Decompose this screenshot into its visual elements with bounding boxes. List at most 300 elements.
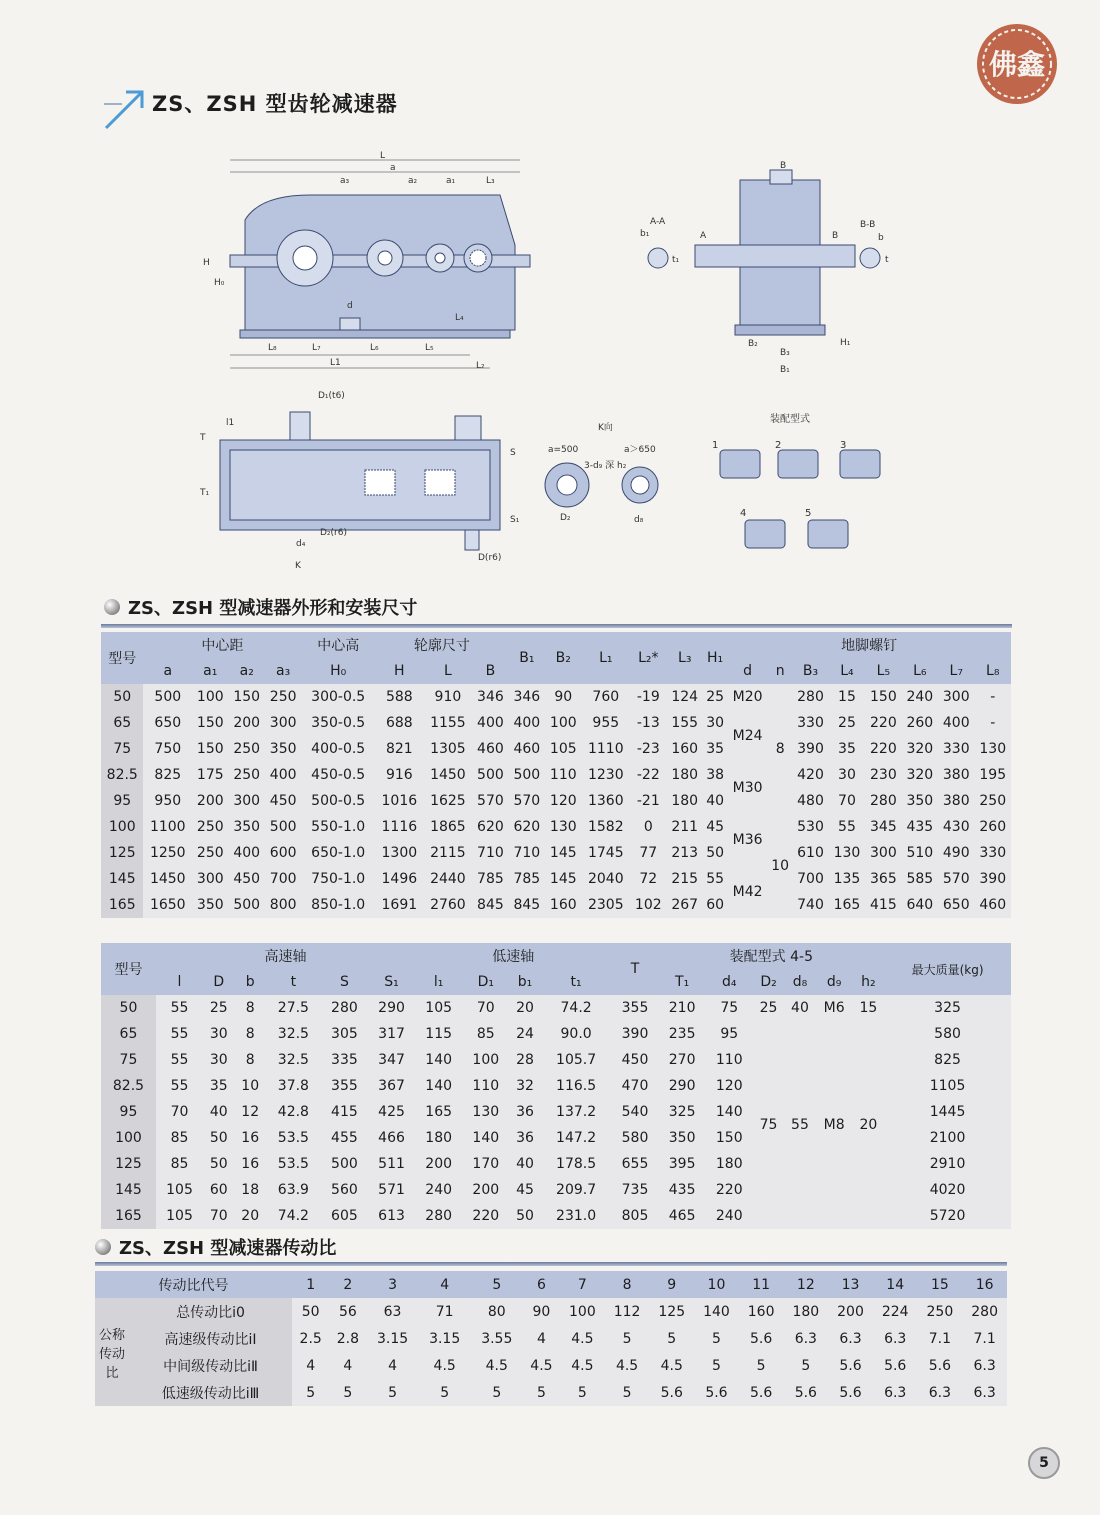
table-cell: 70 [829,788,865,814]
table-cell: 290 [659,1073,706,1099]
table-cell: 420 [792,762,828,788]
table-row [101,736,1011,762]
table-cell: 640 [902,892,938,918]
ratio-value: 5 [292,1379,329,1406]
table-cell: 160 [667,736,703,762]
ratio-value: 5 [471,1379,523,1406]
th-L3: L₃ [667,632,703,684]
page-title: ZS、ZSH 型齿轮减速器 [152,92,398,116]
table-row [101,995,1011,1021]
table-cell: 150 [706,1125,753,1151]
ratio-value: 250 [918,1298,963,1325]
table-cell: 140 [462,1125,509,1151]
table-cell: 8 [234,1021,265,1047]
table-cell: 30 [829,762,865,788]
table-row [95,1379,1007,1406]
table-cell: 178.5 [541,1151,612,1177]
table-cell: 72 [630,866,666,892]
svg-text:H₀: H₀ [214,278,225,288]
bolt-n-cell: 10 [768,814,792,918]
th-L8: L₈ [974,658,1011,684]
ratio-value: 6.3 [962,1352,1007,1379]
svg-text:L₆: L₆ [370,343,379,353]
table-cell: -19 [630,684,666,710]
bullet-icon [104,599,120,615]
table-cell: 20 [509,995,540,1021]
table-cell: 600 [265,840,301,866]
table-cell: 120 [545,788,581,814]
table-cell: 821 [375,736,424,762]
ratio-value: 80 [471,1298,523,1325]
th2-S: S [321,969,368,995]
svg-text:d: d [347,301,353,311]
table-cell: 130 [545,814,581,840]
table-cell: 35 [703,736,727,762]
table-cell: 235 [659,1021,706,1047]
th-H: H [375,658,424,684]
table-cell: 1105 [884,1073,1011,1099]
table-cell: 55 [703,866,727,892]
th-B: B [472,658,508,684]
th-L7: L₇ [938,658,974,684]
th2-l: l [156,969,203,995]
svg-text:L: L [380,151,386,161]
table-cell: 220 [865,736,901,762]
table-cell: 760 [582,684,631,710]
table-cell: 350-0.5 [301,710,375,736]
ratio-value: 4.5 [419,1352,471,1379]
table-cell: 710 [472,840,508,866]
table-cell: 124 [667,684,703,710]
table-cell: 65 [101,1021,156,1047]
ratio-value: 5 [694,1352,739,1379]
assembly-cell: 40 [784,995,815,1021]
th-d: d [727,658,768,684]
table-cell: 510 [902,840,938,866]
table-cell: 500 [229,892,265,918]
ratio-value: 4.5 [605,1352,650,1379]
bolt-d-cell: M36 [727,814,768,866]
table-cell: 130 [974,736,1011,762]
th-anchor-bolts: 地脚螺钉 [727,632,1011,658]
svg-text:A: A [700,231,707,241]
th2-D1: D₁ [462,969,509,995]
table-cell: 75 [101,1047,156,1073]
ratio-value: 6.3 [783,1325,828,1352]
table-cell: 2440 [424,866,473,892]
svg-text:L₃: L₃ [486,176,495,186]
svg-text:T: T [200,433,206,443]
ratio-value: 90 [523,1298,560,1325]
svg-text:a₃: a₃ [340,176,350,186]
table-cell: 305 [321,1021,368,1047]
shaft-table [101,943,1011,1229]
table-cell: 16 [234,1151,265,1177]
table-cell: 450 [265,788,301,814]
table-cell: 55 [156,1047,203,1073]
ratio-code: 3 [367,1271,419,1298]
th-model: 型号 [101,632,143,684]
table-cell: 110 [462,1073,509,1099]
table-cell: 460 [974,892,1011,918]
table-cell: 130 [462,1099,509,1125]
ratio-value: 160 [739,1298,784,1325]
ratio-code: 10 [694,1271,739,1298]
table-cell: 850-1.0 [301,892,375,918]
table-cell: 700 [792,866,828,892]
section3-divider [95,1262,1007,1266]
table-cell: 400 [265,762,301,788]
svg-text:2: 2 [775,440,782,451]
th-L2: L₂* [630,632,666,684]
table-cell: 250 [974,788,1011,814]
svg-text:b₁: b₁ [640,229,650,239]
table-cell: 270 [659,1047,706,1073]
svg-text:t₁: t₁ [672,255,680,265]
ratio-value: 6.3 [873,1379,918,1406]
ratio-code: 1 [292,1271,329,1298]
ratio-value: 4.5 [523,1352,560,1379]
assembly-cell: 25 [753,995,784,1021]
company-logo [975,22,1059,106]
ratio-value: 4 [523,1325,560,1352]
table-cell: 825 [143,762,192,788]
ratio-value: 7.1 [962,1325,1007,1352]
table-cell: 231.0 [541,1203,612,1229]
table-cell: 75 [706,995,753,1021]
table-cell: 490 [938,840,974,866]
table-cell: 1445 [884,1099,1011,1125]
table-cell: 460 [509,736,545,762]
svg-text:S₁: S₁ [510,515,520,525]
th2-D: D [203,969,234,995]
th2-model: 型号 [101,943,156,995]
svg-text:3: 3 [840,440,847,451]
svg-text:装配型式: 装配型式 [770,414,810,425]
table-cell: 267 [667,892,703,918]
table-cell: 470 [611,1073,658,1099]
table-cell: 82.5 [101,1073,156,1099]
table-cell: 1650 [143,892,192,918]
table-cell: 220 [865,710,901,736]
bolt-d-cell: M20 [727,684,768,710]
table-cell: 35 [829,736,865,762]
th-L: L [424,658,473,684]
table-cell: 330 [938,736,974,762]
ratio-value: 4 [292,1352,329,1379]
table-cell: 160 [545,892,581,918]
table-cell: 16 [234,1125,265,1151]
table-cell: 1496 [375,866,424,892]
ratio-value: 5.6 [828,1379,873,1406]
th2-high-speed-shaft: 高速轴 [156,943,415,969]
ratio-value: 200 [828,1298,873,1325]
table-cell: 415 [865,892,901,918]
ratio-value: 71 [419,1298,471,1325]
table-row [101,710,1011,736]
table-cell: 571 [368,1177,415,1203]
table-cell: 1305 [424,736,473,762]
table-cell: 390 [974,866,1011,892]
ratio-value: 5.6 [649,1379,694,1406]
table-cell: 250 [229,736,265,762]
table-cell: 580 [884,1021,1011,1047]
section1-divider [101,624,1012,628]
table-cell: 540 [611,1099,658,1125]
ratio-side-label: 公称传动比 [95,1298,129,1406]
svg-text:K: K [295,561,301,571]
table-cell: 145 [101,866,143,892]
top-view [220,412,500,550]
assembly-cell: M8 [816,1021,853,1229]
th2-low-speed-shaft: 低速轴 [415,943,611,969]
th-B1: B₁ [509,632,545,684]
svg-text:S: S [510,448,516,458]
th-B2: B₂ [545,632,581,684]
table-cell: 710 [509,840,545,866]
table-row [101,788,1011,814]
table-cell: 74.2 [266,1203,321,1229]
table-cell: 220 [706,1177,753,1203]
table-cell: 50 [101,995,156,1021]
th2-t1: t₁ [541,969,612,995]
ratio-value: 280 [962,1298,1007,1325]
table-cell: 50 [203,1125,234,1151]
table-cell: 215 [667,866,703,892]
table-cell: 10 [234,1073,265,1099]
table-cell: 735 [611,1177,658,1203]
table-cell: 50 [101,684,143,710]
ratio-value: 6.3 [828,1325,873,1352]
table-cell: 30 [703,710,727,736]
table-cell: 500 [143,684,192,710]
table-cell: 27.5 [266,995,321,1021]
ratio-row-label: 中间级传动比iⅡ [129,1352,292,1379]
table-cell: 60 [703,892,727,918]
table-cell: 140 [706,1099,753,1125]
table-cell: 150 [229,684,265,710]
table-cell: -13 [630,710,666,736]
th2-assembly: 装配型式 4-5 [659,943,885,969]
table-row [101,684,1011,710]
ratio-value: 180 [783,1298,828,1325]
section1-title: ZS、ZSH 型减速器外形和安装尺寸 [128,598,418,619]
ratio-code: 14 [873,1271,918,1298]
table-cell: 325 [884,995,1011,1021]
table-cell: 300-0.5 [301,684,375,710]
ratio-code: 5 [471,1271,523,1298]
table-cell: 511 [368,1151,415,1177]
ratio-code-label: 传动比代号 [95,1271,292,1298]
table-cell: 1865 [424,814,473,840]
table-cell: 500 [265,814,301,840]
table-cell: 570 [472,788,508,814]
svg-text:B: B [832,231,839,241]
svg-text:B: B [780,161,787,171]
table-cell: 150 [192,710,228,736]
table-cell: 1110 [582,736,631,762]
ratio-value: 50 [292,1298,329,1325]
table-cell: 1155 [424,710,473,736]
ratio-value: 2.5 [292,1325,329,1352]
table-cell: 18 [234,1177,265,1203]
th-L6: L₆ [902,658,938,684]
th-a1: a₁ [192,658,228,684]
table-cell: 280 [321,995,368,1021]
table-cell: 805 [611,1203,658,1229]
ratio-value: 125 [649,1298,694,1325]
table-cell: 280 [865,788,901,814]
table-cell: 613 [368,1203,415,1229]
table-cell: 250 [229,762,265,788]
table-cell: 28 [509,1047,540,1073]
table-cell: 570 [509,788,545,814]
th-outline: 轮廓尺寸 [375,632,509,658]
table-cell: 1116 [375,814,424,840]
table-cell: 150 [192,736,228,762]
table-cell: 825 [884,1047,1011,1073]
assembly-cell: 15 [853,995,884,1021]
ratio-value: 2.8 [329,1325,366,1352]
table-cell: 105 [545,736,581,762]
side-view [648,170,880,335]
ratio-value: 4.5 [560,1325,605,1352]
svg-text:l1: l1 [226,418,235,428]
bolt-n-cell: 8 [768,684,792,814]
th-a: a [143,658,192,684]
ratio-code: 13 [828,1271,873,1298]
table-cell: 350 [902,788,938,814]
ratio-value: 7.1 [918,1325,963,1352]
table-cell: 55 [156,995,203,1021]
ratio-code: 7 [560,1271,605,1298]
table-cell: 213 [667,840,703,866]
table-cell: 140 [415,1047,462,1073]
ratio-row-label: 低速级传动比iⅢ [129,1379,292,1406]
table-cell: 53.5 [266,1125,321,1151]
table-cell: 380 [938,762,974,788]
table-cell: 70 [203,1203,234,1229]
table-cell: 165 [829,892,865,918]
table-cell: 147.2 [541,1125,612,1151]
table-cell: 450 [229,866,265,892]
table-cell: 125 [101,840,143,866]
table-cell: 145 [545,840,581,866]
table-cell: 105.7 [541,1047,612,1073]
table-cell: 200 [192,788,228,814]
table-row [101,762,1011,788]
table-cell: 37.8 [266,1073,321,1099]
table-cell: 620 [472,814,508,840]
table-cell: 210 [659,995,706,1021]
table-cell: 90 [545,684,581,710]
table-cell: 50 [509,1203,540,1229]
table-row [95,1352,1007,1379]
svg-text:b: b [878,233,884,243]
table-cell: 580 [611,1125,658,1151]
ratio-row-label: 高速级传动比iⅠ [129,1325,292,1352]
table-cell: 346 [472,684,508,710]
dimensions-table [101,632,1011,918]
ratio-code: 12 [783,1271,828,1298]
table-cell: 63.9 [266,1177,321,1203]
table-cell: 50 [703,840,727,866]
ratio-value: 5 [367,1379,419,1406]
table-cell: 700 [265,866,301,892]
table-cell: 40 [703,788,727,814]
th-L4: L₄ [829,658,865,684]
table-cell: 500 [321,1151,368,1177]
th2-d9: d₉ [816,969,853,995]
table-cell: 137.2 [541,1099,612,1125]
table-cell: 85 [462,1021,509,1047]
table-cell: 1100 [143,814,192,840]
th2-T1: T₁ [659,969,706,995]
ratio-value: 6.3 [918,1379,963,1406]
table-cell: 300 [938,684,974,710]
table-cell: 38 [703,762,727,788]
table-cell: 480 [792,788,828,814]
ratio-value: 5.6 [918,1352,963,1379]
table-cell: 845 [472,892,508,918]
table-cell: 550-1.0 [301,814,375,840]
table-cell: 610 [792,840,828,866]
svg-text:H: H [203,258,210,268]
table-cell: 260 [974,814,1011,840]
th2-l1: l₁ [415,969,462,995]
table-cell: 355 [321,1073,368,1099]
table-cell: 430 [938,814,974,840]
table-cell: 415 [321,1099,368,1125]
bullet-icon [95,1239,111,1255]
table-cell: 45 [509,1177,540,1203]
table-cell: 1016 [375,788,424,814]
table-cell: 8 [234,995,265,1021]
table-cell: 60 [203,1177,234,1203]
ratio-value: 5 [523,1379,560,1406]
assembly-types [720,450,880,548]
table-cell: 115 [415,1021,462,1047]
table-cell: 740 [792,892,828,918]
table-cell: 955 [582,710,631,736]
ratio-table [95,1271,1007,1406]
ratio-value: 100 [560,1298,605,1325]
ratio-value: 5 [605,1325,650,1352]
table-cell: 2305 [582,892,631,918]
table-cell: 280 [415,1203,462,1229]
table-cell: 425 [368,1099,415,1125]
svg-text:L₂: L₂ [476,361,485,371]
svg-text:D₂: D₂ [560,513,571,523]
table-cell: 65 [101,710,143,736]
table-cell: 45 [703,814,727,840]
table-row [101,866,1011,892]
svg-text:a₂: a₂ [408,176,418,186]
table-cell: 290 [368,995,415,1021]
svg-text:3-d₉ 深 h₂: 3-d₉ 深 h₂ [584,461,627,471]
table-cell: 345 [865,814,901,840]
table-cell: 95 [101,788,143,814]
table-cell: 120 [706,1073,753,1099]
table-cell: 105 [156,1203,203,1229]
table-cell: 211 [667,814,703,840]
table-cell: 346 [509,684,545,710]
svg-text:a=500: a=500 [548,445,579,455]
table-cell: 2115 [424,840,473,866]
table-cell: 320 [902,736,938,762]
table-cell: 400 [938,710,974,736]
ratio-value: 4.5 [649,1352,694,1379]
